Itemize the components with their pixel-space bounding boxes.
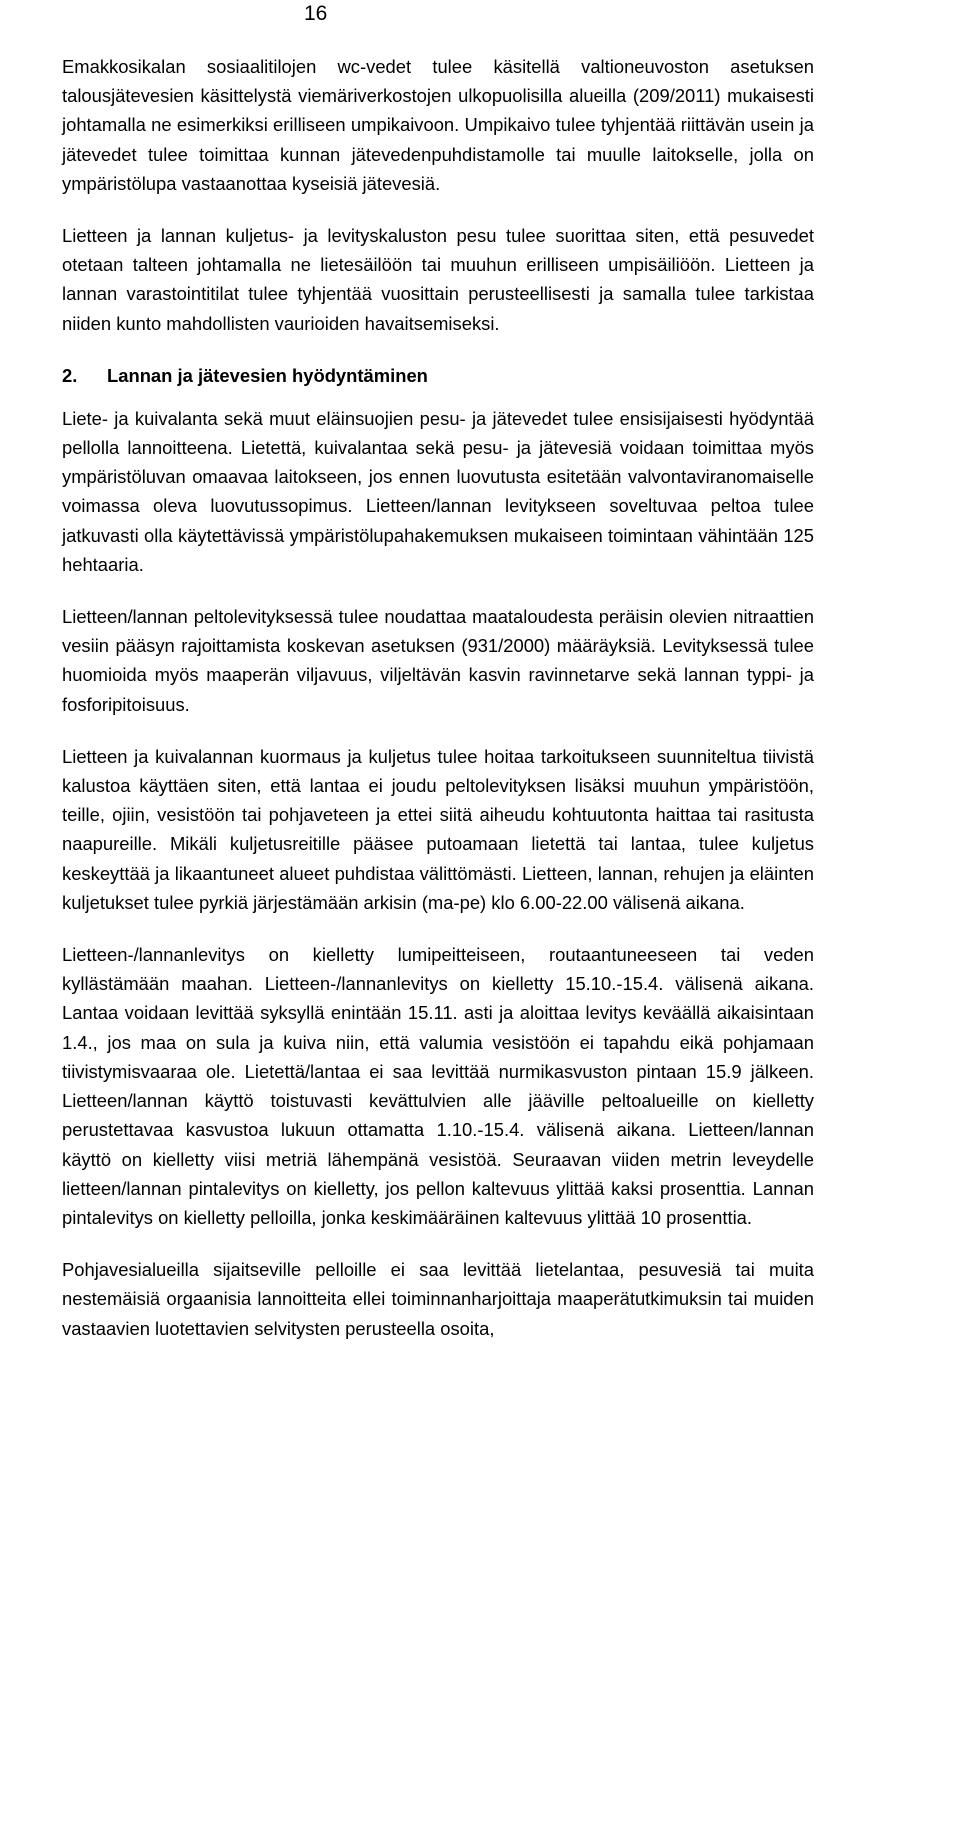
section-heading	[62, 361, 814, 390]
paragraph-groundwater: Pohjavesialueilla sijaitseville pelloille ei saa levittää lietelantaa, pesuvesiä tai muita nestemäisiä orgaanisia lannoitteita ellei toiminnanharjoittaja maaperätutkimuksin tai muiden vastaavien luotettavien selvitysten perusteella osoita,	[62, 1259, 814, 1339]
section-number: 2.	[62, 364, 78, 386]
page-number: 16	[304, 2, 328, 25]
paragraph-field-spreading: Lietteen/lannan peltolevityksessä tulee noudattaa maataloudesta peräisin olevien nitraattien vesiin pääsyn rajoittamista koskevan asetuksen (931/2000) määräyksiä. Levityksessä tulee huomioida myös maaperän viljavuus, viljeltävän kasvin ravinnetarve sekä lannan typpi- ja fosforipitoisuus.	[62, 606, 814, 715]
paragraph-transport: Lietteen ja kuivalannan kuormaus ja kuljetus tulee hoitaa tarkoitukseen suunniteltua tiivistä kalustoa käyttäen siten, että lantaa ei joudu peltolevityksen lisäksi muuhun ympäristöön, teille, ojiin, vesistöön tai pohjaveteen ja ettei siitä aiheudu kohtuutonta haittaa tai rasitusta naapureille. Mikäli kuljetusreitille pääsee putoamaan lietettä tai lantaa, tulee kuljetus keskeyttää ja likaantuneet alueet puhdistaa välittömästi. Lietteen, lannan, rehujen ja eläinten kuljetukset tulee pyrkiä järjestämään arkisin (ma-pe) klo 6.00-22.00 välisenä aikana.	[62, 745, 814, 913]
paragraph-wastewater: Emakkosikalan sosiaalitilojen wc-vedet tulee käsitellä valtioneuvoston asetuksen talousjätevesien käsittelystä viemäriverkostojen ulkopuolisilla alueilla (209/2011) mukaisesti johtamalla ne esimerkiksi erilliseen umpikaivoon. Umpikaivo tulee tyhjentää riittävän usein ja jätevedet tulee toimittaa kunnan jätevedenpuhdistamolle tai muulle laitokselle, jolla on ympäristölupa vastaanottaa kyseisiä jätevesiä.	[62, 56, 814, 194]
paragraph-equipment-wash: Lietteen ja lannan kuljetus- ja levityskaluston pesu tulee suorittaa siten, että pesuvedet otetaan talteen johtamalla ne lietesäilöön tai muuhun erilliseen umpisäiliöön. Lietteen ja lannan varastointitilat tulee tyhjentää vuosittain perusteellisesti ja samalla tulee tarkistaa niiden kunto mahdollisten vaurioiden havaitsemiseksi.	[62, 225, 814, 334]
paragraph-utilization: Liete- ja kuivalanta sekä muut eläinsuojien pesu- ja jätevedet tulee ensisijaisesti hyödyntää pellolla lannoitteena. Lietettä, kuivalantaa sekä pesu- ja jätevesiä voidaan toimittaa myös ympäristöluvan omaavaa laitokseen, jos ennen luovutusta esitetään valvontaviranomaiselle voimassa oleva luovutussopimus. Lietteen/lannan levitykseen soveltuvaa peltoa tulee jatkuvasti olla käytettävissä ympäristölupahakemuksen mukaiseen toimintaan vähintään 125 hehtaaria.	[62, 407, 814, 575]
section-title: Lannan ja jätevesien hyödyntäminen	[107, 364, 428, 386]
document-body	[62, 52, 814, 1366]
paragraph-spreading-restrictions: Lietteen-/lannanlevitys on kielletty lumipeitteiseen, routaantuneeseen tai veden kyllästämään maahan. Lietteen-/lannanlevitys on kielletty 15.10.-15.4. välisenä aikana. Lantaa voidaan levittää syksyllä enintään 15.11. asti ja aloittaa levitys keväällä aikaisintaan 1.4., jos maa on sula ja kuiva niin, että valumia vesistöön ei tapahdu eikä pohjamaan tiivistymisvaaraa ole. Lietettä/lantaa ei saa levittää nurmikasvuston pintaan 15.9 jälkeen. Lietteen/lannan käyttö toistuvasti kevättulvien alle jääville peltoalueille on kielletty perustettavaa kasvustoa lukuun ottamatta 1.10.-15.4. välisenä aikana. Lietteen/lannan käyttö on kielletty viisi metriä lähempänä vesistöä. Seuraavan viiden metrin leveydelle lietteen/lannan pintalevitys on kielletty, jos pellon kaltevuus ylittää kaksi prosenttia. Lannan pintalevitys on kielletty pelloilla, jonka keskimääräinen kaltevuus ylittää 10 prosenttia.	[62, 944, 814, 1228]
